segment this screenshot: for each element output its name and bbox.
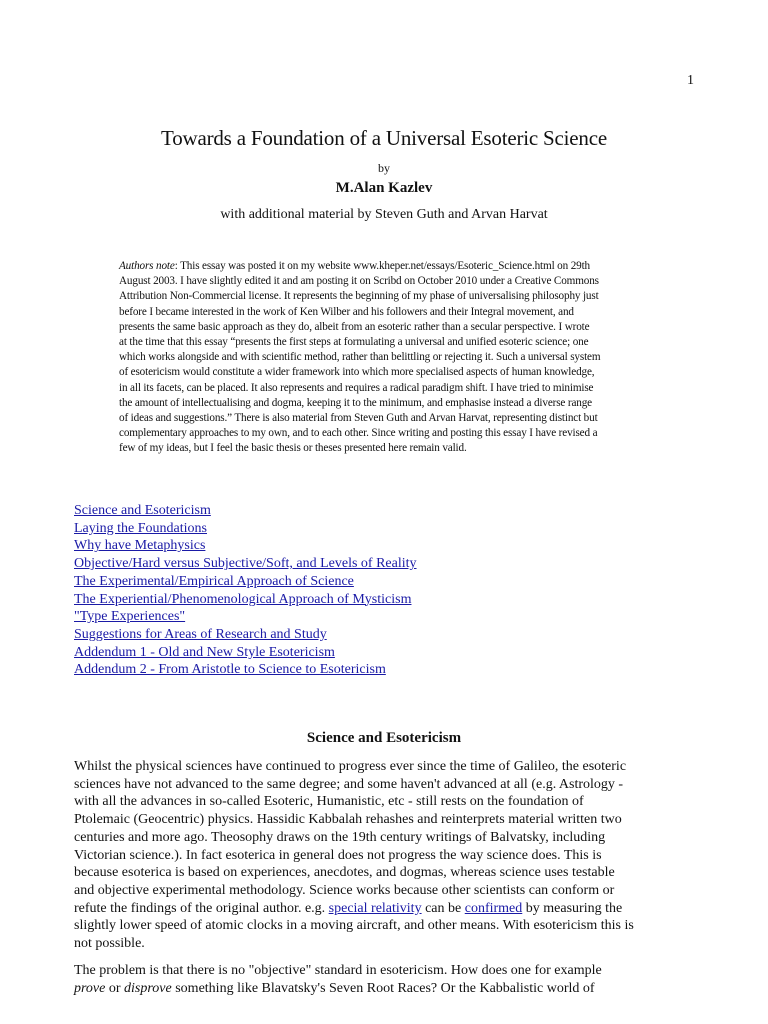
note-line: Attribution Non-Commercial license. It represents the beginning of my phase of universalising philosophy just [119, 290, 599, 303]
paragraph-line: with all the advances in so-called Esoteric, Humanistic, etc - still rests on the foundation of [74, 794, 584, 810]
author-name: M.Alan Kazlev [335, 180, 433, 196]
note-line: August 2003. I have slightly edited it and am posting it on Scribd on October 2010 under a Creative Commons [119, 275, 599, 288]
toc-link-suggestions[interactable]: Suggestions for Areas of Research and Study [74, 626, 327, 642]
paragraph-line: slightly lower speed of atomic clocks in a moving aircraft, and other means. With esotericism this is [74, 918, 634, 934]
toc-link-laying-the-foundations[interactable]: Laying the Foundations [74, 520, 207, 536]
note-line: which works alongside and with scientific method, rather than belittling or rejecting it. Such a universal system [119, 351, 601, 364]
paragraph-line: The problem is that there is no "objective" standard in esotericism. How does one for example [74, 963, 602, 978]
toc-link-type-experiences[interactable]: "Type Experiences" [74, 609, 186, 625]
page-number: 1 [687, 73, 694, 88]
note-label: Authors note [119, 260, 175, 272]
section-heading: Science and Esotericism [306, 730, 462, 746]
paragraph-line: sciences have not advanced to the same degree; and some haven't advanced at all (e.g. Astrology - [74, 776, 624, 792]
toc-link-addendum-1[interactable]: Addendum 1 - Old and New Style Esotericism [74, 644, 335, 660]
emphasis-disprove: disprove [124, 980, 172, 996]
by-line: by [378, 161, 390, 175]
toc-link-science-and-esotericism[interactable]: Science and Esotericism [74, 503, 211, 518]
paragraph-line: not possible. [74, 936, 145, 952]
note-line: of esotericism would constitute a wider framework into which more specialised aspects of human knowledge, [119, 366, 595, 379]
paragraph-line: because esoterica is based on experiences, anecdotes, and dogmas, whereas science uses testable [74, 865, 615, 881]
confirmed-link[interactable]: confirmed [464, 900, 523, 916]
note-line: few of my ideas, but I feel the basic thesis or theses presented here remain valid. [119, 442, 467, 455]
paragraph-line: refute the findings of the original author. e.g. special relativity can be confirmed by measuring the [74, 900, 623, 916]
paragraph-line: Victorian science.). In fact esoterica in general does not progress the way science does. This is [74, 847, 602, 863]
toc-link-objective-hard[interactable]: Objective/Hard versus Subjective/Soft, and Levels of Reality [74, 556, 417, 572]
note-line: complementary approaches to my own, and to each other. Since writing and posting this essay I have revised a [119, 427, 598, 440]
authors-note [119, 259, 699, 457]
additional-authors: with additional material by Steven Guth and Arvan Harvat [220, 207, 548, 222]
toc-link-addendum-2[interactable]: Addendum 2 - From Aristotle to Science to Esotericism [74, 662, 386, 678]
paragraph-2 [74, 962, 704, 997]
paragraph-line: and objective experimental methodology. Science works because other scientists can conform or [74, 882, 615, 898]
note-line: Authors note: This essay was posted it on my website www.kheper.net/essays/Esoteric_Science.html on 29th [119, 260, 590, 272]
toc-link-why-have-metaphysics[interactable]: Why have Metaphysics [74, 538, 206, 554]
note-line: of ideas and suggestions.” There is also material from Steven Guth and Arvan Harvat, representing distinct but [119, 412, 598, 425]
special-relativity-link[interactable]: special relativity [328, 900, 422, 916]
paragraph-line: centuries and more ago. Theosophy draws on the 19th century writings of Balvatsky, including [74, 829, 606, 845]
note-line: before I became interested in the work of Ken Wilber and his followers and their Integral movement, and [119, 305, 574, 318]
toc-link-experimental-approach[interactable]: The Experimental/Empirical Approach of Science [74, 573, 354, 589]
paragraph-line: Ptolemaic (Geocentric) physics. Hassidic Kabbalah rehashes and reinterprets material written two [74, 812, 622, 828]
note-line: the amount of intellectualising and dogma, keeping it to the minimum, and emphasise instead a diverse range [119, 396, 592, 409]
toc-link-experiential-approach[interactable]: The Experiential/Phenomenological Approach of Mysticism [74, 591, 412, 607]
paragraph-line: prove or disprove something like Blavatsky's Seven Root Races? Or the Kabbalistic world of [74, 980, 595, 996]
table-of-contents [74, 502, 417, 679]
paragraph-1 [74, 758, 704, 953]
note-line: in all its facets, can be placed. It also represents and requires a radical paradigm shift. I have tried to minimise [119, 381, 594, 394]
paragraph-line: Whilst the physical sciences have continued to progress ever since the time of Galileo, the esoteric [74, 759, 627, 774]
emphasis-prove: prove [74, 980, 106, 996]
note-line: presents the same basic approach as they do, albeit from an esoteric rather than a secular perspective. I wrote [119, 320, 590, 333]
document-title: Towards a Foundation of a Universal Esoteric Science [161, 126, 607, 150]
note-line: at the time that this essay “presents the first steps at formulating a universal and unified esoteric science; one [119, 336, 589, 349]
